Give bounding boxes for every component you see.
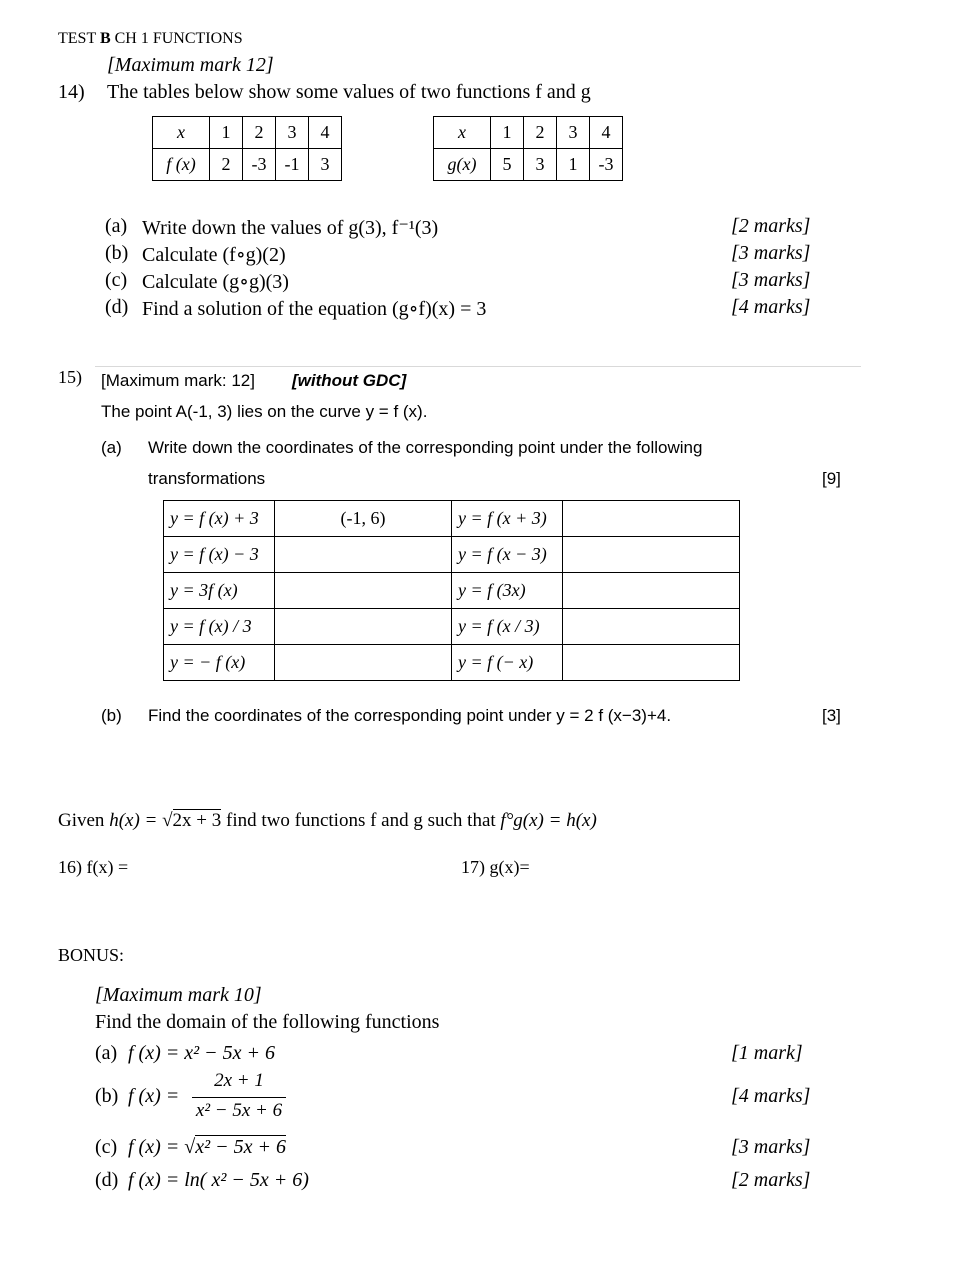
header-text: TEST bbox=[58, 30, 100, 47]
bonus-b-function: f (x) = bbox=[128, 1085, 180, 1107]
table-cell: y = f (x) / 3 bbox=[164, 609, 275, 645]
header-test-letter: B bbox=[99, 30, 111, 47]
q14-part-d-text: Find a solution of the equation (g∘f)(x) = 3 bbox=[142, 298, 487, 320]
table-cell: 2 bbox=[524, 117, 557, 149]
table-cell: -3 bbox=[243, 149, 276, 181]
table-cell bbox=[563, 609, 740, 645]
table-cell: y = f (x) − 3 bbox=[164, 537, 275, 573]
bonus-max-mark: [Maximum mark 10] bbox=[95, 984, 262, 1006]
table-cell: 3 bbox=[557, 117, 590, 149]
table-cell: 4 bbox=[309, 117, 342, 149]
table-row bbox=[164, 609, 740, 645]
table-cell bbox=[275, 609, 452, 645]
bonus-c-radicand: x² − 5x + 6 bbox=[195, 1136, 286, 1158]
q14-max-mark: [Maximum mark 12] bbox=[107, 54, 274, 76]
table-cell: 3 bbox=[276, 117, 309, 149]
table-g-values bbox=[433, 116, 623, 181]
table-cell bbox=[563, 501, 740, 537]
q17-label: 17) g(x)= bbox=[461, 857, 530, 877]
table-cell: -1 bbox=[276, 149, 309, 181]
table-cell bbox=[563, 537, 740, 573]
bonus-c-marks: [3 marks] bbox=[731, 1136, 811, 1158]
bonus-b-label: (b) bbox=[95, 1085, 119, 1107]
table-row bbox=[153, 149, 342, 181]
table-cell bbox=[563, 573, 740, 609]
table-cell: y = 3f (x) bbox=[164, 573, 275, 609]
q14-number: 14) bbox=[58, 81, 85, 103]
table-cell: (-1, 6) bbox=[275, 501, 452, 537]
table-cell bbox=[275, 645, 452, 681]
table-cell: y = − f (x) bbox=[164, 645, 275, 681]
bonus-b-fraction bbox=[192, 1070, 286, 1126]
table-cell: y = f (x / 3) bbox=[452, 609, 563, 645]
q16-label: 16) f(x) = bbox=[58, 857, 129, 877]
h-radicand: 2x + 3 bbox=[172, 810, 222, 831]
table-cell: 2 bbox=[210, 149, 243, 181]
q15-part-a-line1: Write down the coordinates of the corresponding point under the following bbox=[148, 438, 703, 457]
q14-part-c-text: Calculate (g∘g)(3) bbox=[142, 271, 289, 293]
q14-part-d-label: (d) bbox=[105, 296, 129, 318]
table-cell: 1 bbox=[210, 117, 243, 149]
bonus-title: BONUS: bbox=[58, 945, 125, 965]
h-of-x: h(x) = bbox=[109, 810, 163, 831]
table-cell: y = f (x + 3) bbox=[452, 501, 563, 537]
q14-part-b-text: Calculate (f∘g)(2) bbox=[142, 244, 286, 266]
q14-part-a-label: (a) bbox=[105, 215, 128, 237]
table-cell: g(x) bbox=[434, 149, 491, 181]
table-cell: 3 bbox=[524, 149, 557, 181]
table-cell: y = f (x − 3) bbox=[452, 537, 563, 573]
q15-max-mark: [Maximum mark: 12] bbox=[101, 371, 255, 390]
bonus-d-marks: [2 marks] bbox=[731, 1169, 811, 1191]
sqrt-sign: √ bbox=[184, 1136, 196, 1158]
composition-equation: f°g(x) = h(x) bbox=[500, 810, 597, 831]
section-divider bbox=[95, 366, 861, 367]
bonus-b-marks: [4 marks] bbox=[731, 1085, 811, 1107]
bonus-c-lhs: f (x) = bbox=[128, 1136, 180, 1158]
table-cell: 5 bbox=[491, 149, 524, 181]
table-cell bbox=[563, 645, 740, 681]
table-row bbox=[153, 117, 342, 149]
header-chapter: CH 1 FUNCTIONS bbox=[110, 30, 243, 47]
table-cell: 3 bbox=[309, 149, 342, 181]
table-cell: y = f (x) + 3 bbox=[164, 501, 275, 537]
given-middle: find two functions f and g such that bbox=[221, 810, 501, 831]
q14-part-a-marks: [2 marks] bbox=[731, 215, 811, 237]
q14-part-b-label: (b) bbox=[105, 242, 129, 264]
q14-part-c-label: (c) bbox=[105, 269, 128, 291]
q14-part-c-marks: [3 marks] bbox=[731, 269, 811, 291]
given-statement bbox=[58, 810, 597, 832]
table-cell bbox=[275, 537, 452, 573]
page-header bbox=[58, 30, 243, 48]
bonus-d-label: (d) bbox=[95, 1169, 119, 1191]
q15-part-b-text: Find the coordinates of the corresponding point under y = 2 f (x−3)+4. bbox=[148, 706, 672, 725]
bonus-prompt: Find the domain of the following functions bbox=[95, 1011, 440, 1033]
bonus-a-marks: [1 mark] bbox=[731, 1042, 803, 1064]
table-row bbox=[164, 501, 740, 537]
table-cell: x bbox=[153, 117, 210, 149]
table-row bbox=[434, 149, 623, 181]
q15-gdc-note: [without GDC] bbox=[292, 371, 407, 390]
table-row bbox=[164, 645, 740, 681]
fraction-numerator: 2x + 1 bbox=[214, 1070, 264, 1091]
table-cell: y = f (3x) bbox=[452, 573, 563, 609]
table-cell bbox=[275, 573, 452, 609]
fraction-denominator: x² − 5x + 6 bbox=[195, 1100, 283, 1121]
q14-prompt: The tables below show some values of two functions f and g bbox=[107, 81, 591, 103]
q15-part-a-marks: [9] bbox=[822, 469, 841, 488]
q15-part-b-label: (b) bbox=[101, 706, 122, 725]
q15-part-a-label: (a) bbox=[101, 438, 122, 457]
table-row bbox=[164, 537, 740, 573]
table-cell: f (x) bbox=[153, 149, 210, 181]
q14-part-a-text: Write down the values of g(3), f⁻¹(3) bbox=[142, 217, 439, 239]
q14-part-d-marks: [4 marks] bbox=[731, 296, 811, 318]
q14-part-b-marks: [3 marks] bbox=[731, 242, 811, 264]
table-cell: 4 bbox=[590, 117, 623, 149]
fraction-bar bbox=[192, 1097, 286, 1098]
q15-part-b-marks: [3] bbox=[822, 706, 841, 725]
q15-part-a-line2: transformations bbox=[148, 469, 266, 488]
table-cell: 1 bbox=[557, 149, 590, 181]
q15-intro: The point A(-1, 3) lies on the curve y = f (x). bbox=[101, 402, 428, 421]
table-cell: x bbox=[434, 117, 491, 149]
bonus-d-function: f (x) = ln( x² − 5x + 6) bbox=[128, 1169, 309, 1191]
table-cell: 2 bbox=[243, 117, 276, 149]
table-cell: y = f (− x) bbox=[452, 645, 563, 681]
table-row bbox=[434, 117, 623, 149]
table-f-values bbox=[152, 116, 342, 181]
table-cell: 1 bbox=[491, 117, 524, 149]
transformations-table bbox=[163, 500, 740, 681]
bonus-a-label: (a) bbox=[95, 1042, 118, 1064]
bonus-c-label: (c) bbox=[95, 1136, 118, 1158]
bonus-a-function: f (x) = x² − 5x + 6 bbox=[128, 1042, 275, 1064]
bonus-c-function bbox=[128, 1136, 286, 1159]
q15-number: 15) bbox=[58, 367, 82, 387]
given-prefix: Given bbox=[58, 810, 110, 831]
sqrt-sign: √ bbox=[162, 810, 173, 831]
table-cell: -3 bbox=[590, 149, 623, 181]
table-row bbox=[164, 573, 740, 609]
